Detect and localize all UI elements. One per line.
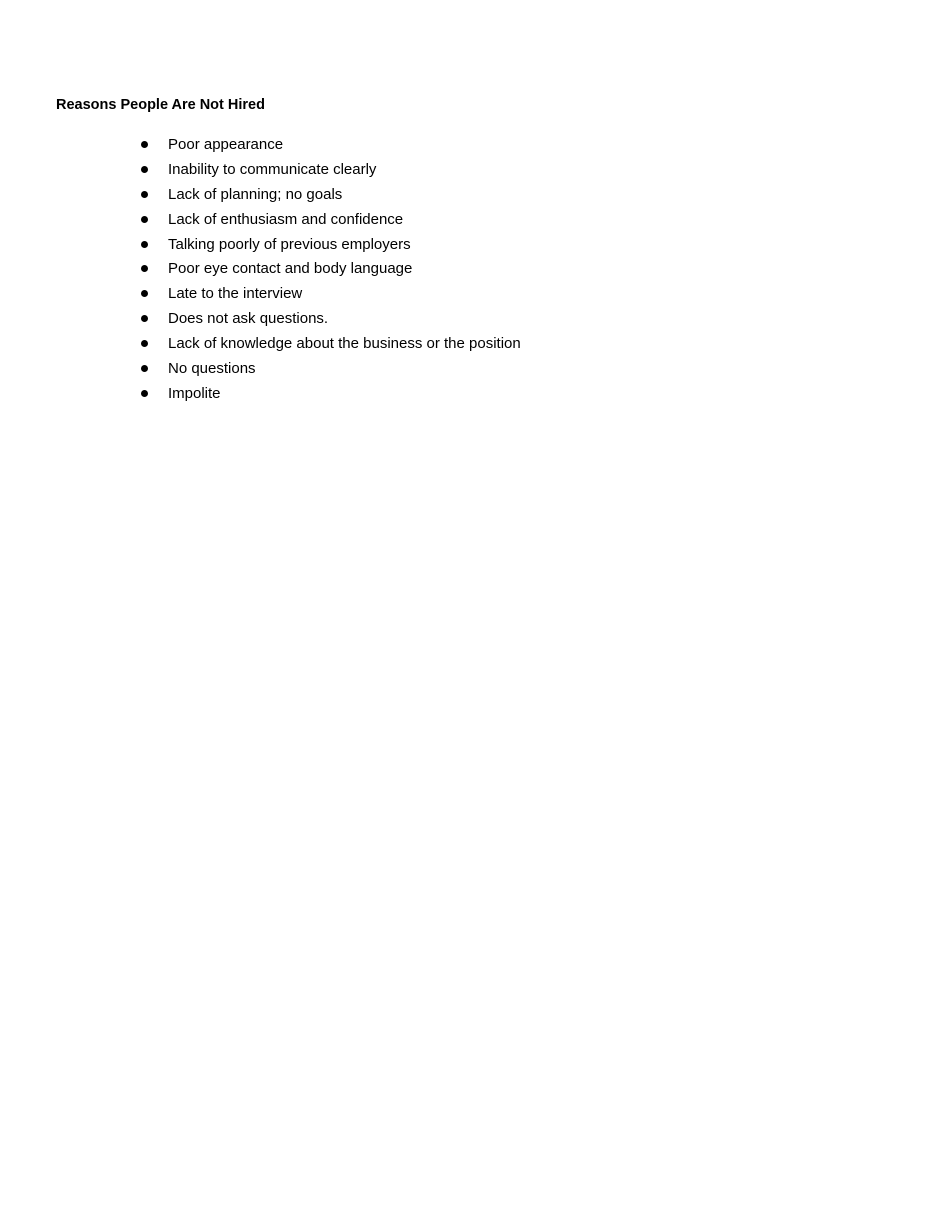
reason-text: No questions bbox=[168, 360, 256, 378]
reason-text: Lack of planning; no goals bbox=[168, 185, 343, 203]
bullet-icon bbox=[141, 265, 148, 272]
reason-text: Does not ask questions. bbox=[168, 310, 329, 328]
bullet-icon bbox=[141, 390, 148, 397]
bullet-icon bbox=[141, 315, 148, 322]
bullet-icon bbox=[141, 191, 148, 198]
bullet-icon bbox=[141, 141, 148, 148]
bullet-icon bbox=[141, 365, 148, 372]
bullet-icon bbox=[141, 290, 148, 297]
reason-text: Inability to communicate clearly bbox=[168, 160, 377, 178]
reason-text: Poor eye contact and body language bbox=[168, 260, 413, 278]
bullet-icon bbox=[141, 241, 148, 248]
document-heading: Reasons People Are Not Hired bbox=[56, 97, 265, 113]
reason-text: Lack of enthusiasm and confidence bbox=[168, 210, 404, 228]
reason-text: Impolite bbox=[168, 384, 221, 402]
reason-text: Late to the interview bbox=[168, 285, 303, 303]
bullet-icon bbox=[141, 340, 148, 347]
reason-text: Lack of knowledge about the business or the position bbox=[168, 335, 521, 353]
bullet-icon bbox=[141, 216, 148, 223]
reason-text: Poor appearance bbox=[168, 136, 284, 153]
bullet-icon bbox=[141, 166, 148, 173]
reason-text: Talking poorly of previous employers bbox=[168, 235, 411, 253]
